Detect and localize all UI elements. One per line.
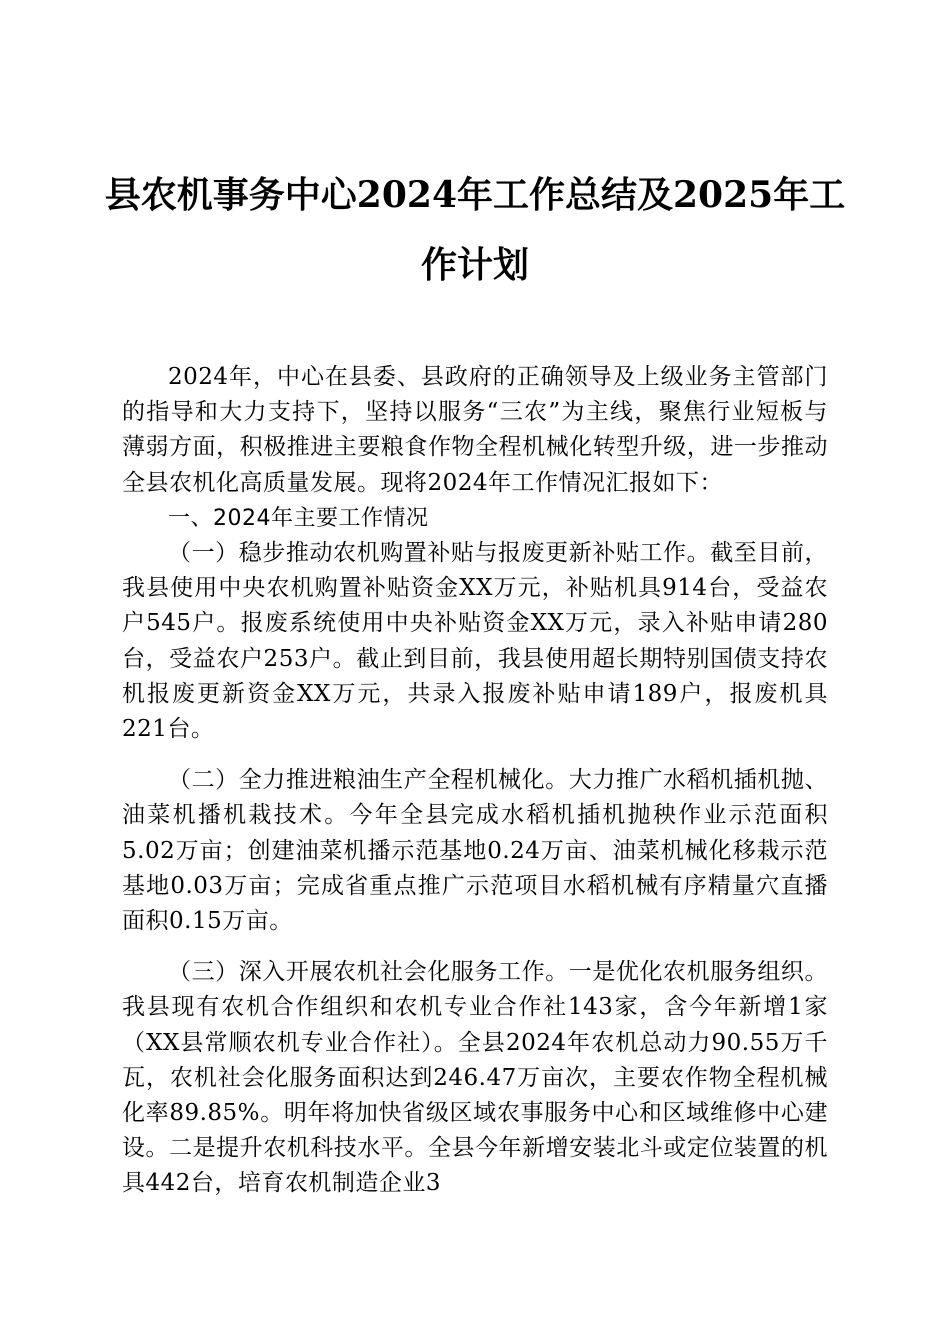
document-body <box>122 360 828 1202</box>
item-2-body: 大力推广水稻机插机抛、油菜机播机栽技术。今年全县完成水稻机插机抛秧作业示范面积5.02万亩；创建油菜机播示范基地0.24万亩、油菜机械化移栽示范基地0.03万亩；完成省重点推广示范项目水稻机械有序精量穴直播面积0.15万亩。 <box>122 767 829 935</box>
item-2-lead: （二）全力推进粮油生产全程机械化。 <box>168 767 569 794</box>
section-1-heading: 一、2024年主要工作情况 <box>168 505 429 531</box>
title-line-1: 县农机事务中心2024年工作总结及2025年工 <box>104 174 846 216</box>
intro-paragraph: 2024年，中心在县委、县政府的正确领导及上级业务主管部门的指导和大力支持下，坚持以服务“三农”为主线，聚焦行业短板与薄弱方面，积极推进主要粮食作物全程机械化转型升级，进一步推动全县农机化高质量发展。现将2024年工作情况汇报如下： <box>122 364 828 496</box>
item-3-body: 一是优化农机服务组织。我县现有农机合作组织和农机专业合作社143家，含今年新增1家（XX县常顺农机专业合作社）。全县2024年农机总动力90.55万千瓦，农机社会化服务面积达到246.47万亩次，主要农作物全程机械化率89.85%。明年将加快省级区域农事服务中心和区域维修中心建设。二是提升农机科技水平。全县今年新增安装北斗或定位装置的机具442台，培育农机制造企业3 <box>122 959 829 1197</box>
title-line-2: 作计划 <box>420 244 529 286</box>
item-1-body: 截至目前，我县使用中央农机购置补贴资金XX万元，补贴机具914台，受益农户545户。报废系统使用中央补贴资金XX万元，录入补贴申请280台，受益农户253户。截止到目前，我县使用超长期特别国债支持农机报废更新资金XX万元，共录入报废补贴申请189户，报废机具221台。 <box>122 540 829 743</box>
item-3-paragraph <box>122 955 828 1201</box>
paragraph-gap <box>122 939 828 955</box>
paragraph-gap <box>122 747 828 763</box>
document-title <box>100 160 850 300</box>
item-1-paragraph <box>122 536 828 747</box>
item-2-paragraph <box>122 763 828 939</box>
item-3-lead: （三）深入开展农机社会化服务工作。 <box>168 959 569 986</box>
item-1-lead: （一）稳步推动农机购置补贴与报废更新补贴工作。 <box>168 540 711 567</box>
